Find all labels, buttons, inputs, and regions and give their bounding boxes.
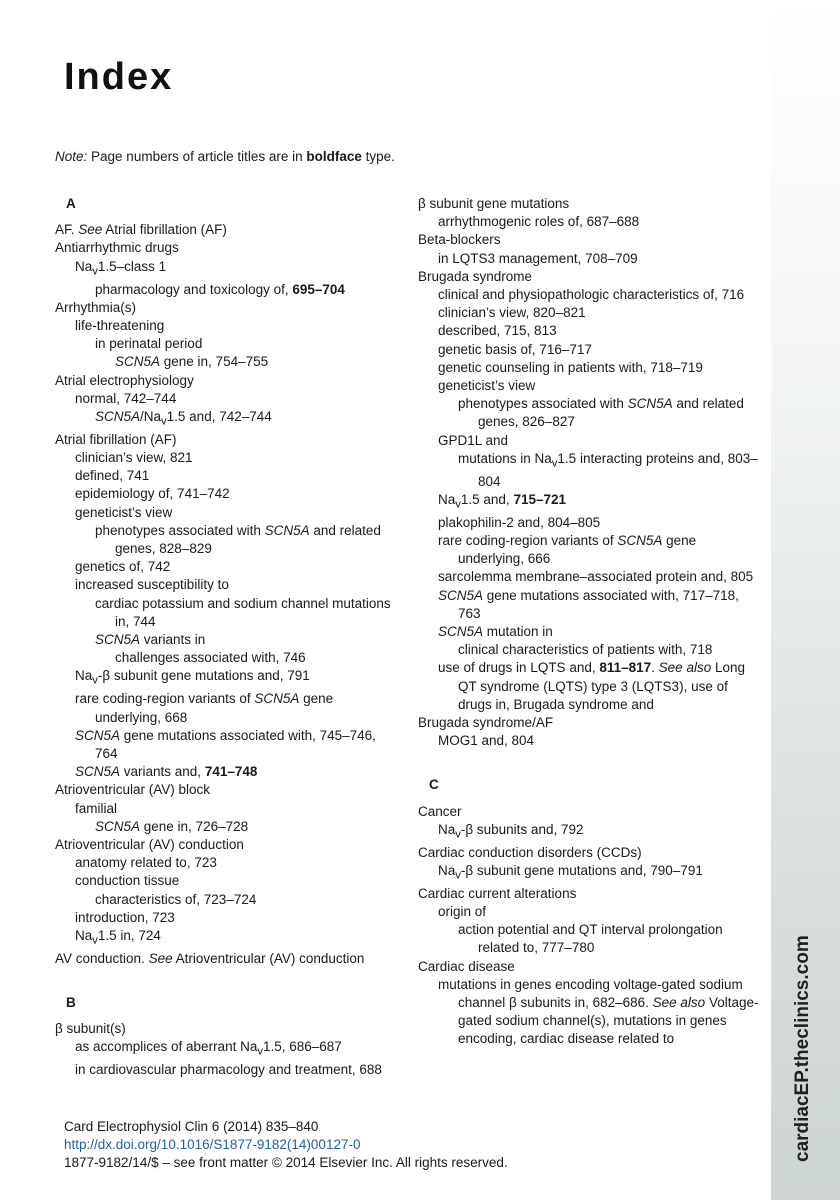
index-entry [418,821,763,844]
entry-text: AV conduction. [55,950,149,966]
entry-text: 715–721 [513,491,566,507]
entry-text: Cancer [418,803,462,819]
index-entry [55,818,400,836]
subscript: v [455,828,461,841]
entry-text: gene underlying, 666 [458,533,697,567]
index-entry [418,359,763,377]
index-entry [418,587,763,623]
index-entry [55,1038,400,1061]
note-text-before: Page numbers of article titles are in [87,149,307,164]
index-entry [55,258,400,281]
entry-text: conduction tissue [75,873,180,889]
entry-text: Atrioventricular (AV) conduction [172,950,365,966]
entry-text: SCN5A [617,533,663,549]
index-column-left [55,195,400,1080]
entry-text: plakophilin-2 and, 804–805 [438,514,601,530]
entry-text: gene mutations associated with, 745–746, 764 [95,727,376,761]
index-entry [55,431,400,449]
index-entry [418,623,763,641]
entry-text: Cardiac disease [418,958,515,974]
entry-text: clinician’s view, 821 [75,450,193,466]
page-title: Index [64,56,174,98]
entry-text: SCN5A [95,408,141,424]
index-entry [55,299,400,317]
entry-text: sarcolemma membrane–associated protein and, 805 [438,569,754,585]
index-entry [55,449,400,467]
subscript: v [257,1046,263,1059]
index-entry [55,763,400,781]
index-entry [418,195,763,213]
note-label: Note: [55,149,88,164]
entry-text: . [651,660,659,676]
index-entry [418,844,763,862]
entry-text: SCN5A [438,624,484,640]
index-entry [55,372,400,390]
index-entry [55,467,400,485]
index-entry [418,641,763,659]
index-entry [418,862,763,885]
index-entry [418,250,763,268]
entry-text: increased susceptibility to [75,577,229,593]
footer-copyright: 1877-9182/14/$ – see front matter © 2014 Elsevier Inc. All rights reserved. [64,1155,508,1170]
index-entry [55,800,400,818]
entry-text: mutations in Na [458,450,552,466]
entry-text: as accomplices of aberrant Na [75,1039,258,1055]
entry-text: See [78,222,103,238]
entry-text: Na [438,821,456,837]
entry-text: action potential and QT interval prolongation related to, 777–780 [458,922,723,956]
entry-text: Na [438,862,456,878]
entry-text: -β subunits and, 792 [460,821,584,837]
index-entry [55,649,400,667]
journal-url-vertical[interactable]: cardiacEP.theclinics.com [792,935,813,1162]
index-entry [55,854,400,872]
entry-text: Atrial fibrillation (AF) [55,431,177,447]
index-entry [418,714,763,732]
index-entry [418,491,763,514]
subscript: v [551,457,558,470]
entry-text: gene underlying, 668 [95,691,334,725]
entry-text: SCN5A [254,691,300,707]
index-column-right [418,195,763,1049]
entry-text: 811–817 [599,660,652,676]
subscript: v [92,675,98,688]
entry-text: Voltage-gated sodium channel(s), mutations in genes encoding, cardiac disease related to [458,995,759,1047]
entry-text: rare coding-region variants of [438,533,618,549]
entry-text: familial [75,800,118,816]
note-text-after: type. [361,149,395,164]
footer-citation: Card Electrophysiol Clin 6 (2014) 835–840 [64,1119,319,1134]
index-entry [55,504,400,522]
entry-text: geneticist’s view [438,378,536,394]
index-entry [418,903,763,921]
entry-text: Na [75,258,93,274]
entry-text: SCN5A [75,727,121,743]
index-entry [418,732,763,750]
index-entry [55,558,400,576]
index-entry [55,522,400,558]
entry-text: arrhythmogenic roles of, 687–688 [438,214,640,230]
index-entry [55,631,400,649]
entry-text: Na [75,668,93,684]
index-entry [418,976,763,1049]
index-entry [55,353,400,371]
entry-text: See [148,950,173,966]
index-entry [418,885,763,903]
note-bold-word: boldface [306,149,362,164]
entry-text: mutation in [483,624,553,640]
entry-text: Brugada syndrome [418,268,533,284]
subscript: v [92,934,98,947]
entry-text: MOG1 and, 804 [438,733,535,749]
entry-text: -β subunit gene mutations and, 791 [97,668,310,684]
entry-text: gene in, 726–728 [140,818,249,834]
entry-text: Arrhythmia(s) [55,299,137,315]
index-entry [418,395,763,431]
entry-text: rare coding-region variants of [75,691,255,707]
index-entry [55,390,400,408]
entry-text: genetic basis of, 716–717 [438,341,592,357]
entry-text: and related genes, 826–827 [478,396,744,430]
entry-text: 695–704 [292,281,345,297]
index-entry [55,335,400,353]
index-entry [55,690,400,726]
index-entry [418,231,763,249]
page-footer [64,1118,508,1172]
index-entry [55,909,400,927]
entry-text: Atrial electrophysiology [55,372,194,388]
index-entry [55,239,400,257]
index-entry [55,667,400,690]
index-entry [55,872,400,890]
index-entry [418,322,763,340]
entry-text: Na [75,927,93,943]
entry-text: in cardiovascular pharmacology and treatment, 688 [75,1062,382,1078]
entry-text: 1.5 and, 742–744 [166,408,272,424]
entry-text: See also [652,995,706,1011]
entry-text: Cardiac current alterations [418,885,577,901]
entry-text: phenotypes associated with [95,522,265,538]
index-entry [418,803,763,821]
index-entry [418,659,763,714]
subscript: v [455,869,461,882]
index-entry [418,268,763,286]
entry-text: phenotypes associated with [458,396,628,412]
entry-text: introduction, 723 [75,909,175,925]
index-entry [418,304,763,322]
entry-text: mutations in genes encoding voltage-gated sodium channel β subunits in, 682–686. [438,976,743,1011]
entry-text: Beta-blockers [418,232,501,248]
entry-text: life-threatening [75,317,165,333]
section-letter: C [429,777,439,793]
entry-text: normal, 742–744 [75,390,177,406]
entry-text: See also [658,660,712,676]
entry-text: epidemiology of, 741–742 [75,486,230,502]
index-entry [55,595,400,631]
index-entry [55,281,400,299]
entry-text: gene in, 754–755 [160,354,269,370]
entry-text: variants and, [120,764,205,780]
entry-text: β subunit(s) [55,1021,126,1037]
entry-text: AF. [55,222,79,238]
entry-text: in LQTS3 management, 708–709 [438,250,638,266]
footer-doi-link[interactable]: http://dx.doi.org/10.1016/S1877-9182(14)00127-0 [64,1137,361,1152]
index-entry [55,408,400,431]
entry-text: described, 715, 813 [438,323,557,339]
entry-text: Atrioventricular (AV) block [55,782,211,798]
entry-text: defined, 741 [75,468,150,484]
subscript: v [92,265,98,278]
index-entry [418,514,763,532]
index-entry [418,921,763,957]
entry-text: /Na [140,408,162,424]
section-letter: B [66,995,76,1011]
subscript: v [455,498,461,511]
index-entry [418,568,763,586]
entry-text: gene mutations associated with, 717–718, 763 [458,587,739,621]
entry-text: -β subunit gene mutations and, 790–791 [460,862,703,878]
index-entry [55,576,400,594]
index-entry [55,485,400,503]
index-entry [55,836,400,854]
index-entry [418,958,763,976]
entry-text: variants in [140,632,206,648]
entry-text: Cardiac conduction disorders (CCDs) [418,844,642,860]
index-entry [55,781,400,799]
index-entry [418,213,763,231]
index-entry [418,341,763,359]
entry-text: SCN5A [627,396,673,412]
entry-text: clinical and physiopathologic characteristics of, 716 [438,287,745,303]
index-entry [418,432,763,450]
index-entry [55,1020,400,1038]
entry-text: use of drugs in LQTS and, [438,660,600,676]
entry-text: origin of [438,904,487,920]
entry-text: SCN5A [95,632,141,648]
entry-text: and related genes, 828–829 [115,522,381,557]
index-entry [418,450,763,491]
entry-text: cardiac potassium and sodium channel mutations in, 744 [95,595,391,629]
entry-text: genetic counseling in patients with, 718–719 [438,359,703,375]
entry-text: SCN5A [264,522,310,538]
entry-text: clinician’s view, 820–821 [438,305,586,321]
entry-text: SCN5A [115,354,161,370]
entry-text: in perinatal period [95,336,203,352]
index-entry [418,377,763,395]
index-entry [418,532,763,568]
index-note [55,149,395,164]
index-entry [55,927,400,950]
entry-text: 1.5 and, [460,491,514,507]
entry-text: GPD1L and [438,432,509,448]
subscript: v [161,415,167,428]
entry-text: Antiarrhythmic drugs [55,240,179,256]
entry-text: 1.5 in, 724 [97,927,161,943]
entry-text: clinical characteristics of patients with, 718 [458,642,713,658]
entry-text: Long QT syndrome (LQTS) type 3 (LQTS3), use of drugs in, Brugada syndrome and [458,660,746,712]
entry-text: SCN5A [75,764,121,780]
index-entry [55,950,400,968]
entry-text: SCN5A [438,587,484,603]
entry-text: challenges associated with, 746 [115,650,306,666]
entry-text: pharmacology and toxicology of, [95,281,293,297]
entry-text: characteristics of, 723–724 [95,891,257,907]
index-entry [418,286,763,304]
index-entry [55,891,400,909]
section-letter: A [66,196,76,211]
entry-text: geneticist’s view [75,504,173,520]
index-entry [55,727,400,763]
index-entry [55,317,400,335]
entry-text: Atrioventricular (AV) conduction [55,836,244,852]
entry-text: Atrial fibrillation (AF) [102,222,227,238]
entry-text: 1.5, 686–687 [262,1039,342,1055]
entry-text: genetics of, 742 [75,559,171,575]
entry-text: β subunit gene mutations [418,196,570,211]
entry-text: 741–748 [204,764,258,780]
entry-text: SCN5A [95,818,141,834]
entry-text: Brugada syndrome/AF [418,715,554,731]
entry-text: anatomy related to, 723 [75,855,217,871]
index-entry [55,221,400,239]
index-entry [55,1061,400,1079]
entry-text: Na [438,491,456,507]
entry-text: 1.5–class 1 [97,258,167,274]
entry-text: 1.5 interacting proteins and, 803–804 [478,450,758,489]
